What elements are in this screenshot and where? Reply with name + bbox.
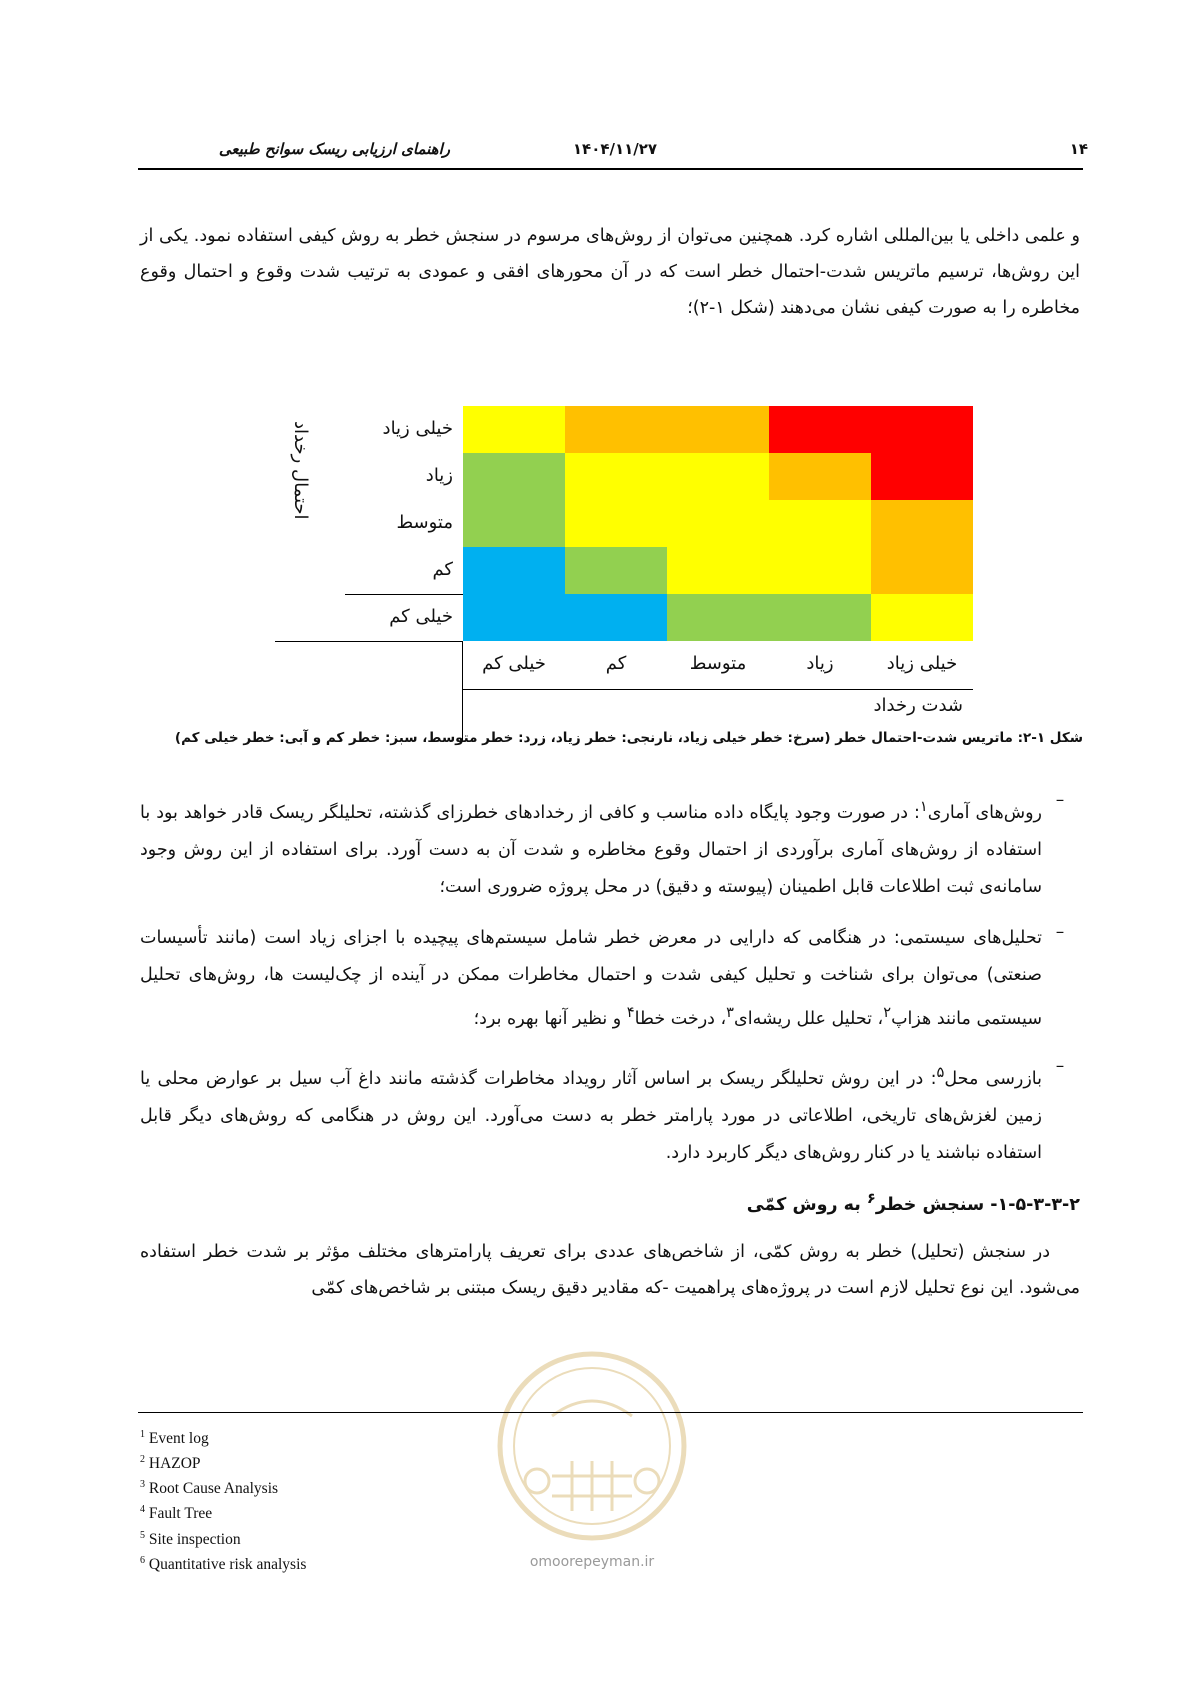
footnote-number: 5 [140, 1529, 145, 1541]
bullet-dash: – [1055, 790, 1065, 810]
matrix-cell [871, 500, 973, 547]
bullet-system-analysis [140, 920, 1042, 1038]
footnote-number: 6 [140, 1554, 145, 1566]
footnote-item [140, 1499, 306, 1524]
matrix-cell [463, 547, 565, 594]
y-axis-label: احتمال رخداد [290, 421, 311, 520]
footnote-number: 4 [140, 1504, 145, 1516]
bullet-text: ، تحلیل علل ریشه‌ای [734, 1008, 884, 1029]
matrix-cell [565, 500, 667, 547]
header-date: ۱۴۰۴/۱۱/۲۷ [572, 140, 658, 158]
footnote-ref: ۳ [726, 1004, 735, 1021]
x-axis-label: شدت رخداد [873, 695, 963, 716]
page-number: ۱۴ [1069, 140, 1088, 158]
header-rule [138, 168, 1083, 170]
axis-rule [463, 689, 973, 690]
footnote-text: Event log [145, 1430, 209, 1448]
matrix-cell [667, 500, 769, 547]
footnote-number: 2 [140, 1454, 145, 1466]
matrix-cell [565, 547, 667, 594]
bullet-dash: – [1055, 1056, 1065, 1076]
matrix-cell [871, 547, 973, 594]
matrix-cell [463, 500, 565, 547]
bullet-text: : در این روش تحلیلگر ریسک بر اساس آثار رویداد مخاطرات گذشته مانند داغ آب سیل بر عوارض محلی یا زمین لغزش‌های تاریخی، اطلاعاتی در مورد پارامتر خطر به دست می‌آورد. این روش در هنگامی که روش‌های دیگر قابل استفاده نباشند یا در کنار روش‌های دیگر کاربرد دارد. [140, 1068, 1042, 1163]
footnote-text: Site inspection [145, 1530, 241, 1548]
bullet-text: و نظیر آنها بهره برد؛ [473, 1008, 627, 1029]
matrix-cell [871, 594, 973, 641]
figure-caption: شکل ۱-۲: ماتریس شدت-احتمال خطر (سرخ: خطر خیلی زیاد، نارنجی: خطر زیاد، زرد: خطر متوسط، سبز: خطر کم و آبی: خطر خیلی کم) [174, 730, 1083, 746]
matrix-cell [769, 500, 871, 547]
footnote-text: Root Cause Analysis [145, 1480, 279, 1498]
row-label: کم [432, 559, 453, 580]
footnote-text: Quantitative risk analysis [145, 1555, 307, 1573]
column-label: خیلی کم [482, 653, 546, 674]
matrix-cell [871, 453, 973, 500]
footnote-ref: ۲ [883, 1004, 892, 1021]
footnote-text: HAZOP [145, 1455, 201, 1473]
footnote-ref: ۱ [919, 798, 928, 815]
matrix-cell [463, 594, 565, 641]
heading-text: به روش کمّی [746, 1194, 867, 1215]
matrix-cell [565, 594, 667, 641]
matrix-cell [769, 453, 871, 500]
row-label: خیلی زیاد [382, 418, 453, 439]
footnote-ref: ۶ [866, 1190, 876, 1207]
footnote-number: 1 [140, 1429, 145, 1440]
column-label: خیلی زیاد [886, 653, 958, 674]
column-label: زیاد [806, 653, 834, 674]
matrix-cell [769, 594, 871, 641]
footnote-ref: ۴ [626, 1004, 635, 1021]
row-label: زیاد [425, 465, 453, 486]
section-heading [140, 1190, 1080, 1215]
matrix-cell [769, 547, 871, 594]
column-label: کم [605, 653, 627, 674]
footnote-item [140, 1525, 306, 1550]
bullet-text: تحلیل‌های سیستمی: در هنگامی که دارایی در معرض خطر شامل سیستم‌های پیچیده با اجزای زیاد است (مانند تأسیسات صنعتی) می‌توان برای شناخت و تحلیل کیفی شدت و احتمال مخاطرات ممکن در آینده از چک‌لیست ها، روش‌های تحلیل سیستمی مانند هزاپ [140, 928, 1042, 1029]
matrix-cell [565, 453, 667, 500]
bullet-dash: – [1055, 922, 1065, 942]
footnote-item [140, 1449, 306, 1474]
bullet-statistical-methods [140, 788, 1042, 906]
matrix-cell [667, 406, 769, 453]
matrix-cell [667, 547, 769, 594]
watermark-site: omoorepeyman.ir [529, 1554, 655, 1570]
footnote-text: Fault Tree [145, 1505, 213, 1523]
footnote-item [140, 1424, 306, 1449]
footnote-number: 3 [140, 1479, 145, 1491]
matrix-cell [667, 594, 769, 641]
intro-paragraph: و علمی داخلی یا بین‌المللی اشاره کرد. همچنین می‌توان از روش‌های مرسوم در سنجش خطر به روش کیفی استفاده نمود. یکی از این روش‌ها، ترسیم ماتریس شدت-احتمال خطر است که در آن محورهای افقی و عمودی به ترتیب شدت وقوع و احتمال وقوع مخاطره را به صورت کیفی نشان می‌دهند (شکل ۱-۲)؛ [140, 226, 1080, 318]
matrix-cell [769, 406, 871, 453]
axis-rule [275, 641, 463, 642]
bullet-text: : در صورت وجود پایگاه داده مناسب و کافی از رخدادهای خطرزای گذشته، تحلیلگر ریسک قادر خواهد بود با استفاده از روش‌های آماری برآوردی از احتمال وقوع مخاطره و شدت آن به دست آورد. برای استفاده از این روش وجود سامانه‌ی ثبت اطلاعات قابل اطمینان (پیوسته و دقیق) در محل پروژه ضروری است؛ [140, 802, 1042, 897]
footnote-ref: ۵ [936, 1064, 945, 1081]
matrix-cell [871, 406, 973, 453]
row-label: متوسط [396, 512, 453, 533]
axis-rule [462, 641, 463, 741]
axis-rule [345, 594, 463, 595]
matrix-cell [463, 453, 565, 500]
bullet-site-inspection [140, 1054, 1042, 1172]
matrix-cell [463, 406, 565, 453]
bullet-text: ، درخت خطا [634, 1008, 727, 1029]
footnote-item [140, 1550, 306, 1575]
matrix-cell [565, 406, 667, 453]
footnote-item [140, 1474, 306, 1499]
matrix-cell [667, 453, 769, 500]
bullet-title: روش‌های آماری [927, 802, 1042, 823]
bullet-title: بازرسی محل [944, 1068, 1042, 1089]
heading-text: ۱-۵-۳-۳-۲- سنجش خطر [875, 1194, 1080, 1215]
watermark-logo [492, 1346, 692, 1546]
footnote-rule [138, 1412, 1083, 1413]
section-paragraph: در سنجش (تحلیل) خطر به روش کمّی، از شاخص‌های عددی برای تعریف پارامترهای مختلف مؤثر بر شدت خطر استفاده می‌شود. این نوع تحلیل لازم است در پروژه‌های پراهمیت -که مقادیر دقیق ریسک مبتنی بر شاخص‌های کمّی [140, 1242, 1080, 1298]
footnotes [140, 1424, 306, 1575]
row-label: خیلی کم [389, 606, 453, 627]
column-label: متوسط [689, 653, 747, 674]
header-title: راهنمای ارزیابی ریسک سوانح طبیعی [218, 140, 450, 158]
